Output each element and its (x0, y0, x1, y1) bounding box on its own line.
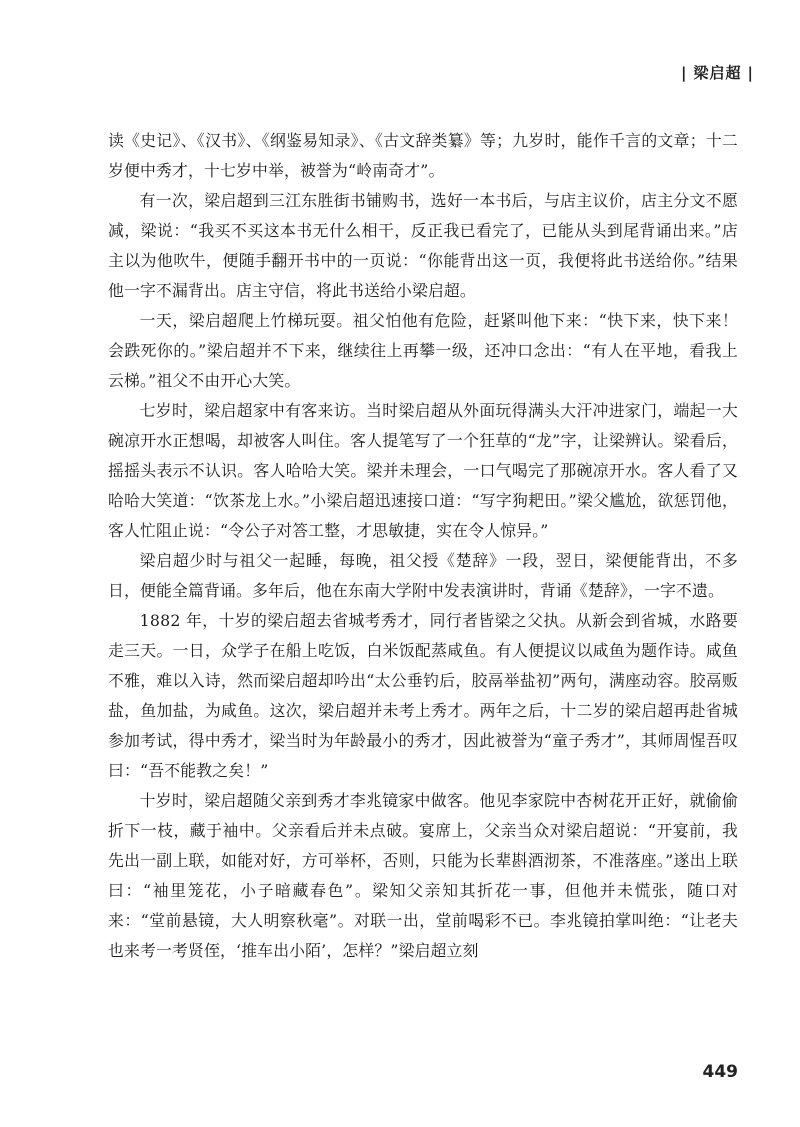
paragraph-1: 读《史记》、《汉书》、《纲鉴易知录》、《古文辞类纂》等；九岁时，能作千言的文章；十二岁便中秀才，十七岁中举，被誉为“岭南奇才”。 (108, 131, 738, 180)
page-body (108, 126, 738, 966)
header-divider-left: | (681, 64, 688, 82)
paragraph-4: 七岁时，梁启超家中有客来访。当时梁启超从外面玩得满头大汗冲进家门，端起一大碗凉开水正想喝，却被客人叫住。客人提笔写了一个狂草的“龙”字，让梁辨认。梁看后，摇摇头表示不认识。客人哈哈大笑。梁并未理会，一口气喝完了那碗凉开水。客人看了又哈哈大笑道：“饮茶龙上水。”小梁启超迅速接口道：“写字狗耙田。”梁父尴尬，欲惩罚他，客人忙阻止说：“令公子对答工整，才思敏捷，实在令人惊异。” (108, 401, 738, 540)
paragraph-3: 一天，梁启超爬上竹梯玩耍。祖父怕他有危险，赶紧叫他下来：“快下来，快下来！会跌死你的。”梁启超并不下来，继续往上再攀一级，还冲口念出：“有人在平地，看我上云梯。”祖父不由开心大笑。 (108, 311, 738, 390)
paragraph-2: 有一次，梁启超到三江东胜街书铺购书，选好一本书后，与店主议价，店主分文不愿减，梁说：“我买不买这本书无什么相干，反正我已看完了，已能从头到尾背诵出来。”店主以为他吹牛，便随手翻开书中的一页说：“你能背出这一页，我便将此书送给你。”结果他一字不漏背出。店主守信，将此书送给小梁启超。 (108, 191, 738, 300)
header-divider-right: | (747, 64, 754, 82)
header-title: 梁启超 (693, 64, 742, 82)
running-header (675, 62, 760, 83)
paragraph-5: 梁启超少时与祖父一起睡，每晚，祖父授《楚辞》一段，翌日，梁便能背出，不多日，便能全篇背诵。多年后，他在东南大学附中发表演讲时，背诵《楚辞》，一字不遗。 (108, 551, 738, 600)
page-number: 449 (702, 1062, 738, 1082)
paragraph-7: 十岁时，梁启超随父亲到秀才李兆镜家中做客。他见李家院中杏树花开正好，就偷偷折下一枝，藏于袖中。父亲看后并未点破。宴席上，父亲当众对梁启超说：“开宴前，我先出一副上联，如能对好，方可举杯，否则，只能为长辈斟酒沏茶，不准落座。”遂出上联曰：“袖里笼花，小子暗藏春色”。梁知父亲知其折花一事，但他并未慌张，随口对来：“堂前悬镜，大人明察秋毫”。对联一出，堂前喝彩不已。李兆镜拍掌叫绝：“让老夫也来考一考贤侄，‘推车出小陌’，怎样？”梁启超立刻 (108, 791, 738, 960)
paragraph-6: 1882 年，十岁的梁启超去省城考秀才，同行者皆梁之父执。从新会到省城，水路要走三天。一日，众学子在船上吃饭，白米饭配蒸咸鱼。有人便提议以咸鱼为题作诗。咸鱼不雅，难以入诗，然而梁启超却吟出“太公垂钓后，胶鬲举盐初”两句，满座动容。胶鬲贩盐，鱼加盐，为咸鱼。这次，梁启超并未考上秀才。两年之后，十二岁的梁启超再赴省城参加考试，得中秀才，梁当时为年龄最小的秀才，因此被誉为“童子秀才”，其师周惺吾叹曰：“吾不能教之矣！” (108, 611, 738, 780)
